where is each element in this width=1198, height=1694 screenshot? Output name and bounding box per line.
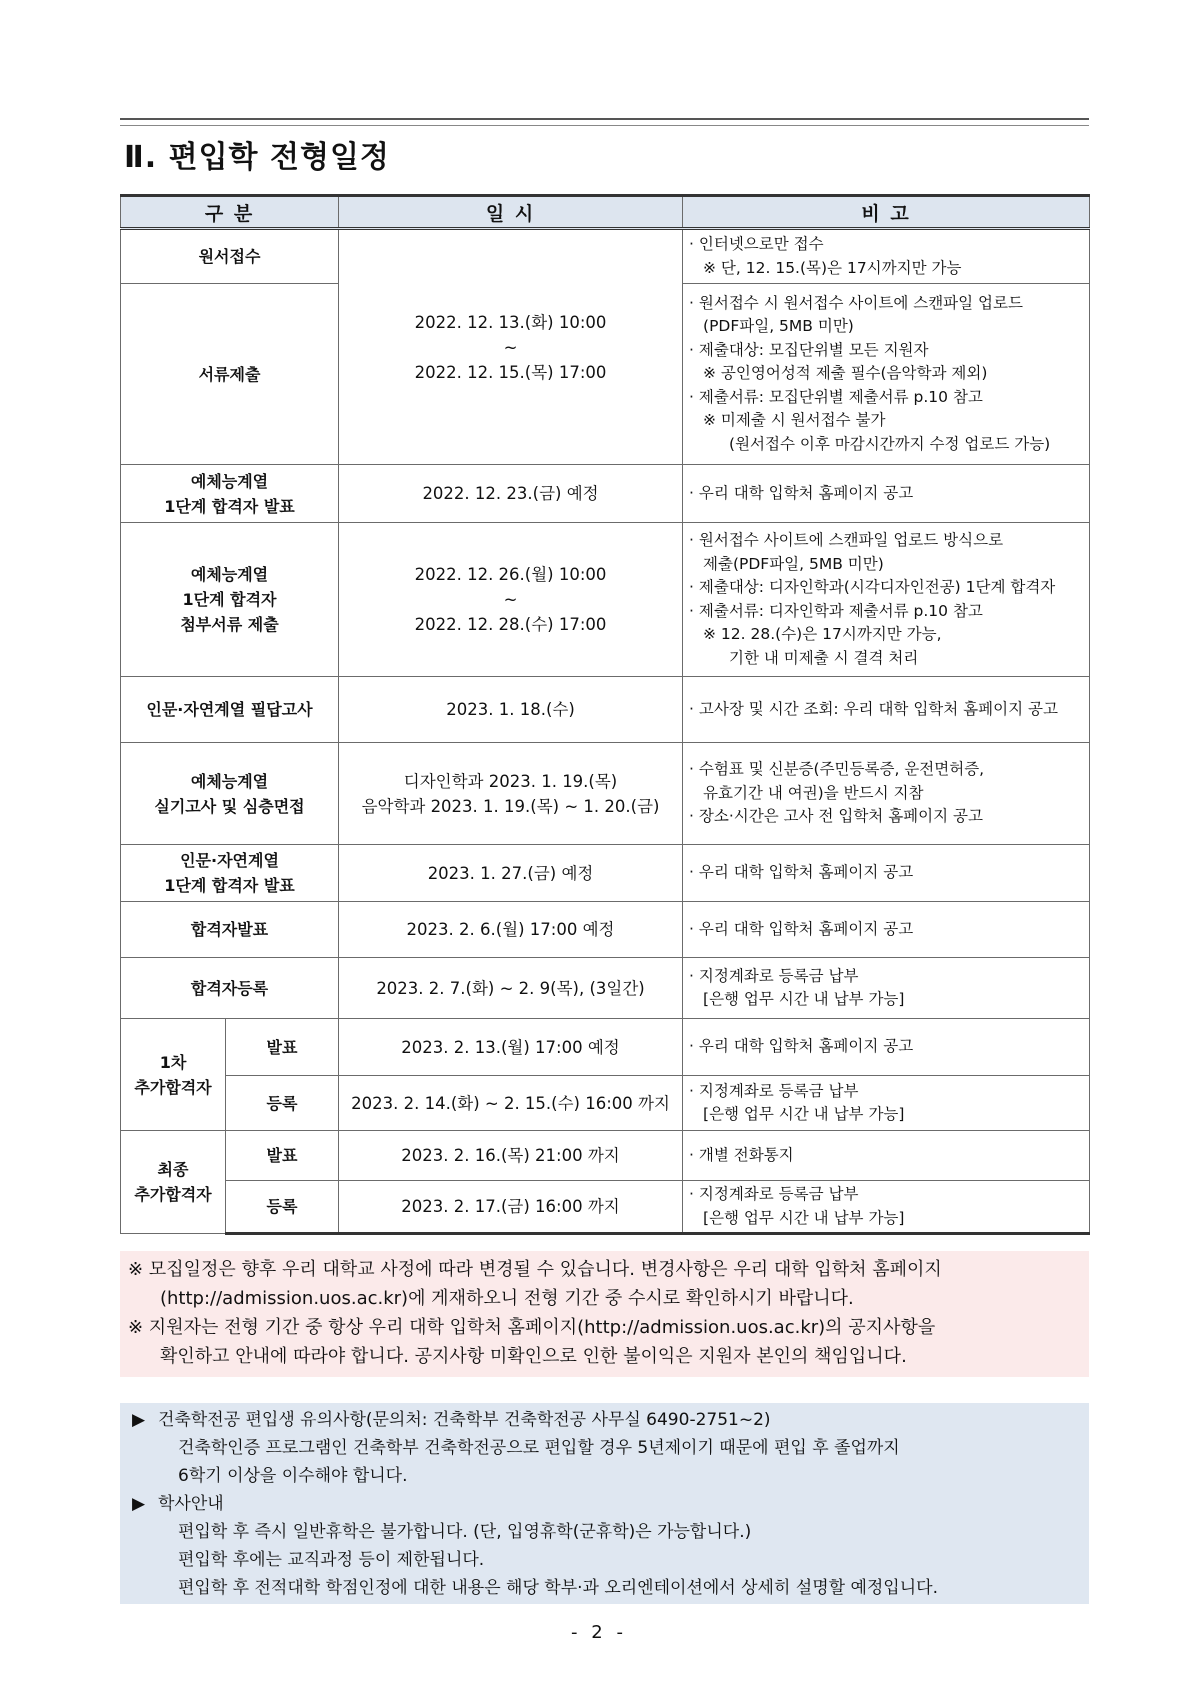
note-cell: · 개별 전화통지 — [683, 1131, 1090, 1181]
date-cell: 2023. 2. 17.(금) 16:00 까지 — [339, 1181, 683, 1234]
date-cell: 2022. 12. 26.(월) 10:00 ~ 2022. 12. 28.(수) 17:00 — [339, 523, 683, 677]
date-cell: 2023. 1. 18.(수) — [339, 677, 683, 743]
table-row — [121, 845, 1090, 902]
section-cell: 예체능계열 1단계 합격자 발표 — [121, 465, 339, 523]
header-section: 구 분 — [121, 196, 339, 229]
subsection-cell: 등록 — [226, 1181, 339, 1234]
date-cell: 2022. 12. 13.(화) 10:00 ~ 2022. 12. 15.(목) 17:00 — [339, 229, 683, 465]
warning-line: ※ 지원자는 전형 기간 중 항상 우리 대학 입학처 홈페이지(http://admission.uos.ac.kr)의 공지사항을 — [128, 1317, 936, 1338]
date-cell: 2023. 2. 14.(화) ~ 2. 15.(수) 16:00 까지 — [339, 1076, 683, 1131]
date-cell: 디자인학과 2023. 1. 19.(목) 음악학과 2023. 1. 19.(목) ~ 1. 20.(금) — [339, 743, 683, 845]
note-cell: · 수험표 및 신분증(주민등록증, 운전면허증, 유효기간 내 여권)을 반드시 지참 · 장소·시간은 고사 전 입학처 홈페이지 공고 — [683, 743, 1090, 845]
academic-heading: ▶ 학사안내 — [132, 1490, 1081, 1518]
page-number: - 2 - — [571, 1622, 627, 1643]
section-cell: 예체능계열 1단계 합격자 첨부서류 제출 — [121, 523, 339, 677]
warning-line: 확인하고 안내에 따라야 합니다. 공지사항 미확인으로 인한 불이익은 지원자 본인의 책임입니다. — [160, 1346, 907, 1367]
section-cell: 인문·자연계열 필답고사 — [121, 677, 339, 743]
table-row — [121, 1181, 1090, 1234]
subsection-cell: 발표 — [226, 1131, 339, 1181]
table-row — [121, 523, 1090, 677]
header-remarks: 비 고 — [683, 196, 1090, 229]
section-cell: 최종 추가합격자 — [121, 1131, 226, 1234]
date-cell: 2023. 1. 27.(금) 예정 — [339, 845, 683, 902]
date-cell: 2023. 2. 7.(화) ~ 2. 9(목), (3일간) — [339, 958, 683, 1019]
table-row — [121, 902, 1090, 958]
note-cell: · 우리 대학 입학처 홈페이지 공고 — [683, 845, 1090, 902]
table-row — [121, 465, 1090, 523]
arch-notice-heading: ▶ 건축학전공 편입생 유의사항(문의처: 건축학부 건축학전공 사무실 6490-2751~2) — [132, 1406, 1081, 1434]
info-line: 편입학 후에는 교직과정 등이 제한됩니다. — [178, 1550, 485, 1570]
note-cell: · 인터넷으로만 접수 ※ 단, 12. 15.(목)은 17시까지만 가능 — [683, 229, 1090, 284]
info-line: 건축학인증 프로그램인 건축학부 건축학전공으로 편입할 경우 5년제이기 때문에 편입 후 졸업까지 — [178, 1438, 900, 1458]
date-cell: 2023. 2. 6.(월) 17:00 예정 — [339, 902, 683, 958]
info-box — [120, 1403, 1089, 1604]
date-cell: 2022. 12. 23.(금) 예정 — [339, 465, 683, 523]
note-cell: · 지정계좌로 등록금 납부 [은행 업무 시간 내 납부 가능] — [683, 1076, 1090, 1131]
table-row — [121, 743, 1090, 845]
note-cell: · 지정계좌로 등록금 납부 [은행 업무 시간 내 납부 가능] — [683, 958, 1090, 1019]
page-title: Ⅱ. 편입학 전형일정 — [124, 140, 390, 175]
header-datetime: 일 시 — [339, 196, 683, 229]
triangle-bullet-icon: ▶ — [132, 1410, 146, 1430]
info-line: 편입학 후 전적대학 학점인정에 대한 내용은 해당 학부·과 오리엔테이션에서 상세히 설명할 예정입니다. — [178, 1578, 938, 1598]
table-header-row — [121, 196, 1090, 229]
section-cell: 인문·자연계열 1단계 합격자 발표 — [121, 845, 339, 902]
section-cell: 합격자등록 — [121, 958, 339, 1019]
note-cell: · 우리 대학 입학처 홈페이지 공고 — [683, 465, 1090, 523]
table-row — [121, 229, 1090, 284]
note-cell: · 고사장 및 시간 조회: 우리 대학 입학처 홈페이지 공고 — [683, 677, 1090, 743]
schedule-table — [120, 194, 1090, 1235]
section-cell: 서류제출 — [121, 284, 339, 465]
table-row — [121, 1019, 1090, 1076]
document-page — [120, 118, 1089, 1604]
section-cell: 원서접수 — [121, 229, 339, 284]
warning-line: (http://admission.uos.ac.kr)에 게재하오니 전형 기간 중 수시로 확인하시기 바랍니다. — [160, 1288, 854, 1309]
section-cell: 예체능계열 실기고사 및 심층면접 — [121, 743, 339, 845]
note-cell: · 지정계좌로 등록금 납부 [은행 업무 시간 내 납부 가능] — [683, 1181, 1090, 1234]
top-rule — [120, 118, 1089, 126]
table-row — [121, 1131, 1090, 1181]
section-cell: 1차 추가합격자 — [121, 1019, 226, 1131]
note-cell: · 원서접수 시 원서접수 사이트에 스캔파일 업로드 (PDF파일, 5MB 미만) · 제출대상: 모집단위별 모든 지원자 ※ 공인영어성적 제출 필수(음악학과 제외) · 제출서류: 모집단위별 제출서류 p.10 참고 ※ 미제출 시 원서접수 불가 (원서접수 이후 마감시간까지 수정 업로드 가능) — [683, 284, 1090, 465]
warning-line: ※ 모집일정은 향후 우리 대학교 사정에 따라 변경될 수 있습니다. 변경사항은 우리 대학 입학처 홈페이지 — [128, 1259, 942, 1280]
info-line: 6학기 이상을 이수해야 합니다. — [178, 1466, 408, 1486]
table-row — [121, 677, 1090, 743]
note-cell: · 우리 대학 입학처 홈페이지 공고 — [683, 1019, 1090, 1076]
table-row — [121, 1076, 1090, 1131]
info-line: 편입학 후 즉시 일반휴학은 불가합니다. (단, 입영휴학(군휴학)은 가능합니다.) — [178, 1522, 752, 1542]
date-cell: 2023. 2. 16.(목) 21:00 까지 — [339, 1131, 683, 1181]
subsection-cell: 발표 — [226, 1019, 339, 1076]
date-cell: 2023. 2. 13.(월) 17:00 예정 — [339, 1019, 683, 1076]
section-cell: 합격자발표 — [121, 902, 339, 958]
table-row — [121, 958, 1090, 1019]
triangle-bullet-icon: ▶ — [132, 1494, 146, 1514]
note-cell: · 원서접수 사이트에 스캔파일 업로드 방식으로 제출(PDF파일, 5MB 미만) · 제출대상: 디자인학과(시각디자인전공) 1단계 합격자 · 제출서류: 디자인학과 제출서류 p.10 참고 ※ 12. 28.(수)은 17시까지만 가능, 기한 내 미제출 시 결격 처리 — [683, 523, 1090, 677]
note-cell: · 우리 대학 입학처 홈페이지 공고 — [683, 902, 1090, 958]
subsection-cell: 등록 — [226, 1076, 339, 1131]
notice-warning-box — [120, 1251, 1089, 1377]
